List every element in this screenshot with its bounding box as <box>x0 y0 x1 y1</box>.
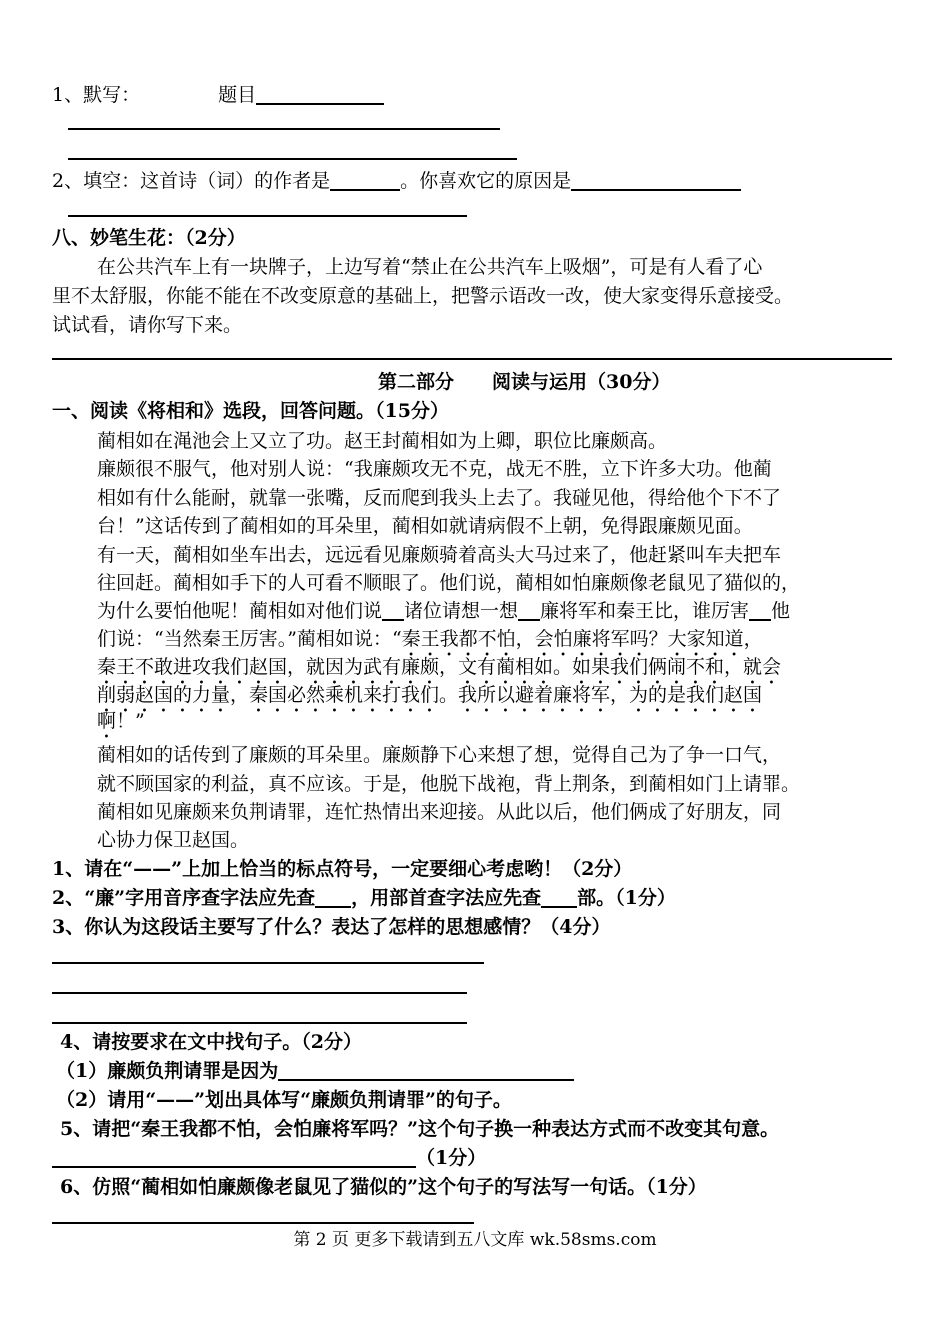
passage-p2-line-3: 台！”这话传到了蔺相如的耳朵里，蔺相如就请病假不上朝，免得跟廉颇见面。 <box>97 515 753 537</box>
sec8-line-2: 里不太舒服，你能不能在不改变原意的基础上，把警示语改一改，使大家变得乐意接受。 <box>52 285 794 307</box>
passage-p4-line-4: 心协力保卫赵国。 <box>97 829 250 851</box>
sec8-heading: 八、妙笔生花：（2分） <box>52 227 246 249</box>
q2-text-b: 。你喜欢它的原因是 <box>400 170 572 192</box>
q2-reason-blank[interactable] <box>571 169 741 191</box>
q1-answer-line-2[interactable] <box>68 158 517 160</box>
sec8-answer-line[interactable] <box>52 358 892 360</box>
passage-p3-line-1: 有一天，蔺相如坐车出去，远远看见廉颇骑着高头大马过来了，他赶紧叫车夫把车 <box>97 544 782 566</box>
q6-answer-line[interactable] <box>52 1222 474 1224</box>
part2-heading: 第二部分 阅读与运用（30分） <box>378 371 671 393</box>
reading-heading: 一、阅读《将相和》选段，回答问题。（15分） <box>52 400 449 422</box>
question-4: 4、请按要求在文中找句子。（2分） <box>60 1031 362 1053</box>
q3-answer-line-3[interactable] <box>52 1022 467 1024</box>
q4-1-blank[interactable] <box>278 1059 574 1081</box>
question-4-1 <box>56 1058 574 1084</box>
q2-text-a: 2、填空：这首诗（词）的作者是 <box>52 170 331 192</box>
passage-p2-line-1: 廉颇很不服气，他对别人说：“我廉颇攻无不克，战无不胜，立下许多大功。他蔺 <box>97 458 772 480</box>
sec8-line-3: 试试看，请你写下来。 <box>52 314 243 336</box>
passage-dotted-quote-3: 削弱赵国的力量，秦国必然乘机来打我们。我所以避着廉将军，为的是我们赵国 <box>97 684 763 706</box>
q1-line <box>52 82 384 108</box>
passage-p4-line-3: 蔺相如见廉颇来负荆请罪，连忙热情出来迎接。从此以后，他们俩成了好朋友，同 <box>97 801 782 823</box>
q3-answer-line-1[interactable] <box>52 962 484 964</box>
q1-label: 1、默写： <box>52 84 141 106</box>
punct-blank-1[interactable] <box>382 601 404 621</box>
question-2 <box>52 885 676 911</box>
q2-bushou-blank[interactable] <box>541 886 577 908</box>
passage-p3-seg-2: 诸位请想一想 <box>404 600 519 622</box>
passage-dotted-quote-4: 啊！” <box>97 710 145 732</box>
question-5-answer <box>52 1145 486 1171</box>
passage-p3-seg-3: 廉将军和秦王比，谁厉害 <box>540 600 750 622</box>
q5-answer-blank[interactable] <box>52 1146 416 1168</box>
q2-answer-line[interactable] <box>68 215 467 217</box>
q2-yinxu-blank[interactable] <box>315 886 351 908</box>
passage-dotted-quote-1: “秦王我都不怕，会怕廉将军吗？大家知道， <box>391 628 763 650</box>
passage-dotted-quote-2: 秦王不敢进攻我们赵国，就因为武有廉颇，文有蔺相如。如果我们俩闹不和，就会 <box>97 656 782 678</box>
punct-blank-2[interactable] <box>518 601 540 621</box>
q1-title-blank[interactable] <box>256 83 384 105</box>
passage-p4-line-2: 就不顾国家的利益，真不应该。于是，他脱下战袍，背上荆条，到蔺相如门上请罪。 <box>97 773 801 795</box>
passage-p3-line-2: 往回赶。蔺相如手下的人可看不顺眼了。他们说，蔺相如怕廉颇像老鼠见了猫似的， <box>97 572 801 594</box>
passage-p3-seg-4: 他 <box>771 600 791 622</box>
question-6: 6、仿照“蔺相如怕廉颇像老鼠见了猫似的”这个句子的写法写一句话。（1分） <box>60 1176 707 1198</box>
question-2-c: 部。（1分） <box>577 887 676 909</box>
question-1: 1、请在“——”上加上恰当的标点符号，一定要细心考虑哟！（2分） <box>52 858 633 880</box>
sec8-line-1: 在公共汽车上有一块牌子，上边写着“禁止在公共汽车上吸烟”，可是有人看了心 <box>97 256 763 278</box>
passage-p1: 蔺相如在渑池会上又立了功。赵王封蔺相如为上卿，职位比廉颇高。 <box>97 430 668 452</box>
passage-p2-line-2: 相如有什么能耐，就靠一张嘴，反而爬到我头上去了。我碰见他，得给他个下不了 <box>97 487 782 509</box>
q1-title-label: 题目 <box>218 84 257 106</box>
passage-p3-seg-1: 为什么要怕他呢！蔺相如对他们说 <box>97 600 383 622</box>
passage-p3-seg-5: 们说：“当然秦王厉害。”蔺相如说： <box>97 628 392 650</box>
q1-answer-line-1[interactable] <box>68 128 500 130</box>
passage-p4-line-1: 蔺相如的话传到了廉颇的耳朵里。廉颇静下心来想了想，觉得自己为了争一口气， <box>97 744 782 766</box>
page-footer: 第 2 页 更多下载请到五八文库 wk.58sms.com <box>293 1230 657 1250</box>
passage-p3-line-3 <box>97 598 790 624</box>
q3-answer-line-2[interactable] <box>52 992 467 994</box>
question-5-score: （1分） <box>416 1147 487 1169</box>
question-2-a: 2、“廉”字用音序查字法应先查 <box>52 887 316 909</box>
question-5: 5、请把“秦王我都不怕，会怕廉将军吗？”这个句子换一种表达方式而不改变其句意。 <box>60 1118 780 1140</box>
question-2-b: ，用部首查字法应先查 <box>351 887 542 909</box>
question-4-1-text: （1）廉颇负荆请罪是因为 <box>56 1060 279 1082</box>
q2-author-blank[interactable] <box>330 169 400 191</box>
question-3: 3、你认为这段话主要写了什么？表达了怎样的思想感情？（4分） <box>52 916 611 938</box>
q2-line <box>52 168 741 194</box>
punct-blank-3[interactable] <box>749 601 771 621</box>
question-4-2: （2）请用“——”划出具体写“廉颇负荆请罪”的句子。 <box>56 1089 512 1111</box>
